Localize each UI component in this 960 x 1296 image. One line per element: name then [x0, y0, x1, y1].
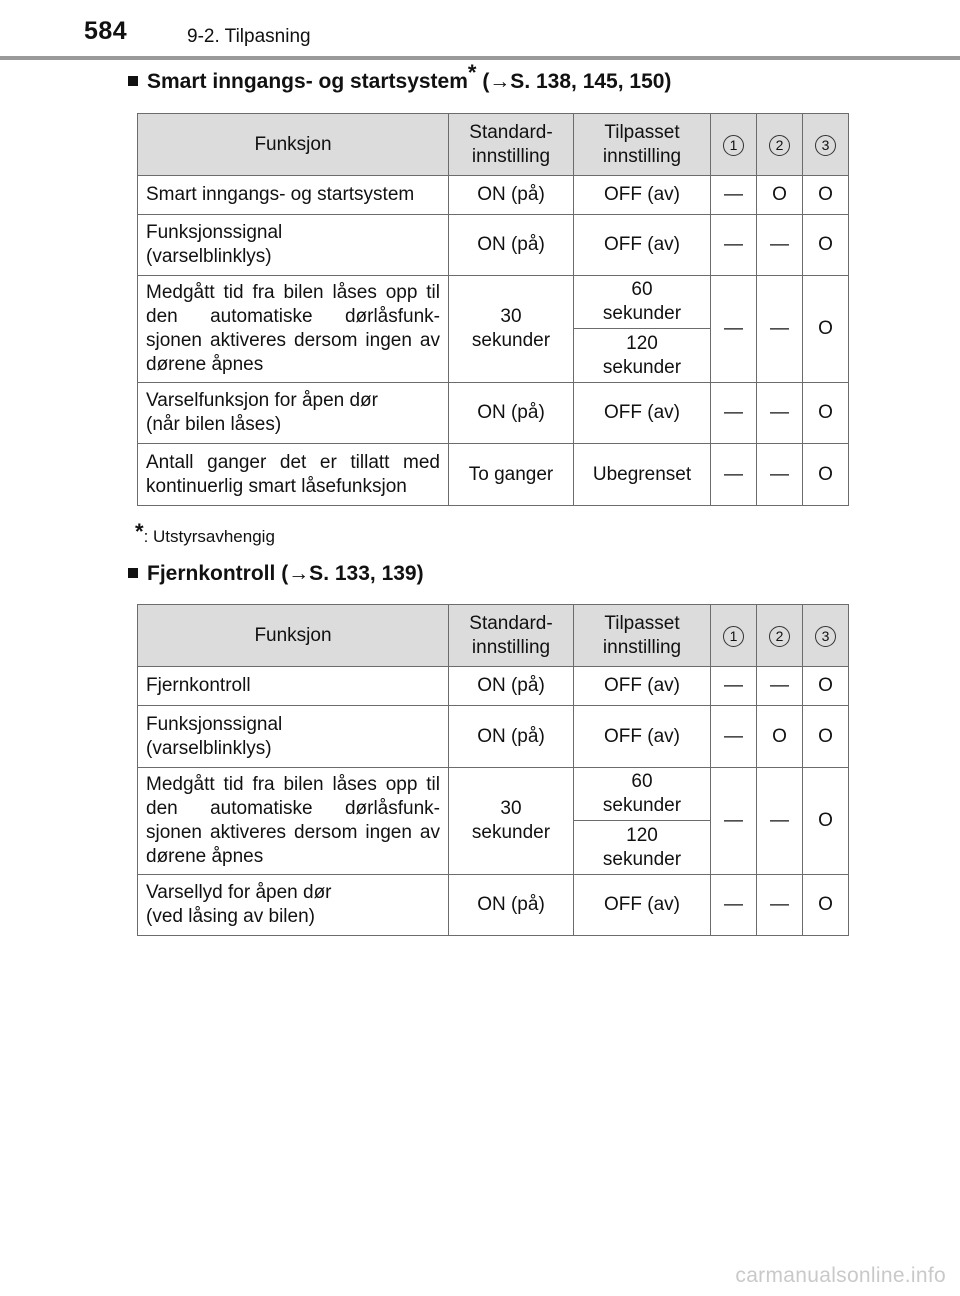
- cell-function: Funksjonssignal (varselblinklys): [138, 215, 449, 276]
- square-bullet-icon: [128, 76, 138, 86]
- cell-custom: OFF (av): [574, 875, 711, 936]
- header-function: Funksjon: [138, 605, 449, 667]
- table-header-row: [138, 605, 849, 667]
- footnote-star: *: [135, 519, 144, 544]
- cell-function: Medgått tid fra bilen låses opp til den automatiske dørlåsfunk-sjonen aktiveres dersom ingen av dørene åpnes: [138, 276, 449, 383]
- cell-default: ON (på): [449, 706, 574, 768]
- cell-c2: —: [757, 444, 803, 506]
- cell-custom: OFF (av): [574, 176, 711, 215]
- cell-c3: O: [803, 768, 849, 875]
- cell-default: 30 sekunder: [449, 768, 574, 875]
- cell-custom: 120 sekunder: [574, 329, 711, 383]
- cell-default: ON (på): [449, 875, 574, 936]
- settings-table-smart-entry: [137, 113, 849, 506]
- table-row: [138, 706, 849, 768]
- cell-c2: —: [757, 276, 803, 383]
- cell-c3: O: [803, 706, 849, 768]
- footnote-text: : Utstyrsavhengig: [143, 527, 275, 546]
- cell-custom: 60 sekunder: [574, 768, 711, 821]
- cell-custom: OFF (av): [574, 706, 711, 768]
- table-row: [138, 875, 849, 936]
- page-number: 584: [84, 17, 128, 45]
- cell-c1: —: [711, 444, 757, 506]
- cell-c2: O: [757, 176, 803, 215]
- section-heading-remote: [128, 562, 424, 586]
- cell-function: Varsellyd for åpen dør (ved låsing av bilen): [138, 875, 449, 936]
- table-row: [138, 383, 849, 444]
- cell-c3: O: [803, 875, 849, 936]
- cell-c3: O: [803, 667, 849, 706]
- footnote: [135, 519, 275, 547]
- cell-function: Varselfunksjon for åpen dør (når bilen låses): [138, 383, 449, 444]
- cell-c3: O: [803, 383, 849, 444]
- cell-default: To ganger: [449, 444, 574, 506]
- table-row: [138, 276, 849, 329]
- cell-c3: O: [803, 215, 849, 276]
- chapter-title: 9-2. Tilpasning: [187, 26, 311, 47]
- cell-default: ON (på): [449, 667, 574, 706]
- cell-custom: OFF (av): [574, 667, 711, 706]
- header-col-3: [803, 114, 849, 176]
- table-row: [138, 176, 849, 215]
- square-bullet-icon: [128, 568, 138, 578]
- header-function: Funksjon: [138, 114, 449, 176]
- cell-custom: 120 sekunder: [574, 821, 711, 875]
- cell-c3: O: [803, 176, 849, 215]
- cell-c2: —: [757, 383, 803, 444]
- cell-c1: —: [711, 875, 757, 936]
- header-custom: Tilpasset innstilling: [574, 114, 711, 176]
- cell-default: 30 sekunder: [449, 276, 574, 383]
- header-col-2: [757, 114, 803, 176]
- table-row: [138, 444, 849, 506]
- cell-c2: O: [757, 706, 803, 768]
- cell-c1: —: [711, 706, 757, 768]
- section-heading-smart-entry: [128, 60, 672, 94]
- cell-c1: —: [711, 215, 757, 276]
- header-col-2: [757, 605, 803, 667]
- cell-c1: —: [711, 768, 757, 875]
- circled-number-icon: 2: [769, 135, 790, 156]
- circled-number-icon: 1: [723, 626, 744, 647]
- cell-c3: O: [803, 444, 849, 506]
- header-default: Standard- innstilling: [449, 605, 574, 667]
- page-reference: (→S. 138, 145, 150): [482, 70, 672, 93]
- cell-function: Fjernkontroll: [138, 667, 449, 706]
- table-row: [138, 667, 849, 706]
- watermark: carmanualsonline.info: [735, 1264, 946, 1287]
- cell-function: Antall ganger det er tillatt med kontinuerlig smart låsefunksjon: [138, 444, 449, 506]
- header-default: Standard- innstilling: [449, 114, 574, 176]
- settings-table-remote: [137, 604, 849, 936]
- cell-c2: —: [757, 215, 803, 276]
- cell-custom: OFF (av): [574, 215, 711, 276]
- header-col-3: [803, 605, 849, 667]
- cell-default: ON (på): [449, 215, 574, 276]
- cell-default: ON (på): [449, 176, 574, 215]
- cell-custom: OFF (av): [574, 383, 711, 444]
- cell-function: Medgått tid fra bilen låses opp til den automatiske dørlåsfunk-sjonen aktiveres dersom ingen av dørene åpnes: [138, 768, 449, 875]
- header-custom: Tilpasset innstilling: [574, 605, 711, 667]
- cell-c2: —: [757, 768, 803, 875]
- cell-c1: —: [711, 667, 757, 706]
- section-title: Fjernkontroll: [147, 562, 276, 585]
- cell-c2: —: [757, 667, 803, 706]
- cell-c1: —: [711, 176, 757, 215]
- cell-default: ON (på): [449, 383, 574, 444]
- page-reference: (→S. 133, 139): [281, 562, 424, 585]
- table-header-row: [138, 114, 849, 176]
- section-title: Smart inngangs- og startsystem: [147, 70, 468, 93]
- header-rule: [0, 56, 960, 60]
- cell-c3: O: [803, 276, 849, 383]
- cell-c1: —: [711, 276, 757, 383]
- circled-number-icon: 3: [815, 626, 836, 647]
- header-col-1: [711, 114, 757, 176]
- table-row: [138, 768, 849, 821]
- footnote-mark: *: [467, 60, 477, 85]
- cell-c2: —: [757, 875, 803, 936]
- circled-number-icon: 3: [815, 135, 836, 156]
- header-col-1: [711, 605, 757, 667]
- cell-custom: Ubegrenset: [574, 444, 711, 506]
- cell-c1: —: [711, 383, 757, 444]
- cell-function: Smart inngangs- og startsystem: [138, 176, 449, 215]
- cell-function: Funksjonssignal (varselblinklys): [138, 706, 449, 768]
- cell-custom: 60 sekunder: [574, 276, 711, 329]
- table-row: [138, 215, 849, 276]
- circled-number-icon: 1: [723, 135, 744, 156]
- circled-number-icon: 2: [769, 626, 790, 647]
